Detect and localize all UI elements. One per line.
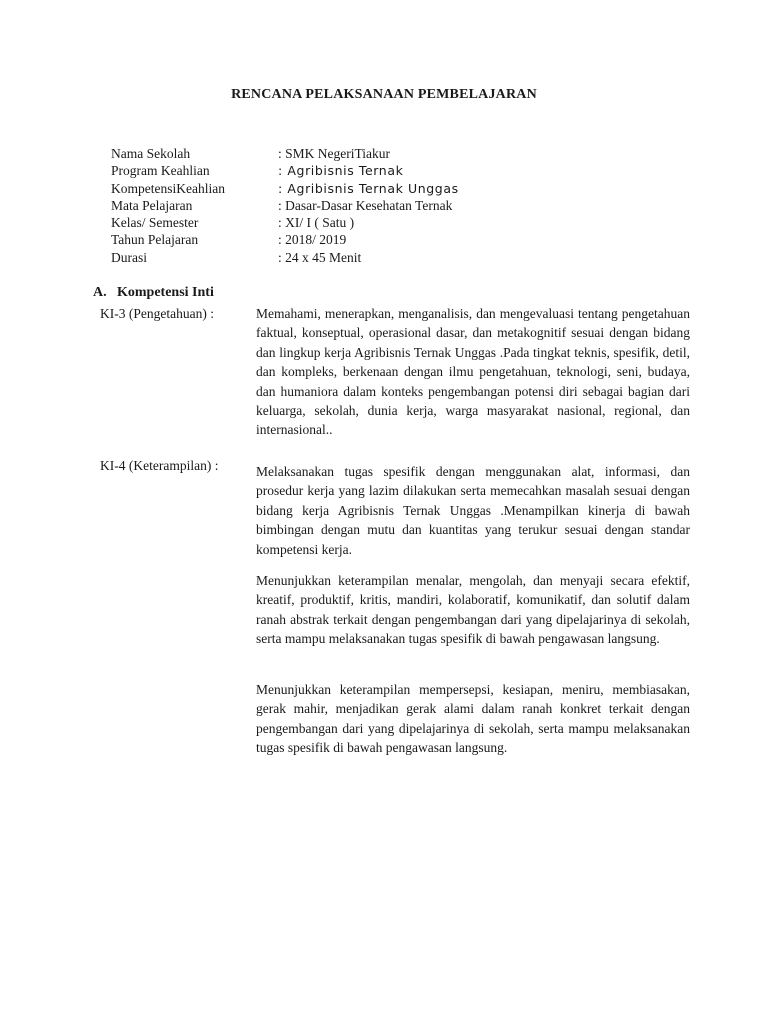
info-row-school-name: [111, 145, 611, 162]
ki3-paragraph: Memahami, menerapkan, menganalisis, dan mengevaluasi tentang pengetahuan faktual, konseptual, operasional dasar, dan metakognitif sesuai dengan bidang dan lingkup kerja Agribisnis Ternak Unggas .Pada tingkat teknis, spesifik, detil, dan kompleks, berkenaan dengan ilmu pengetahuan, teknologi, seni, budaya, dan humaniora dalam konteks pengembangan potensi diri sebagai bagian dari keluarga, sekolah, dunia kerja, warga masyarakat nasional, regional, dan internasional..: [256, 306, 690, 438]
info-row-subject: [111, 197, 611, 214]
info-value: : XI/ I ( Satu ): [278, 215, 355, 231]
info-value: : Dasar-Dasar Kesehatan Ternak: [278, 197, 453, 213]
ki3-description: [256, 304, 690, 440]
info-value: : Agribisnis Ternak: [278, 163, 404, 179]
document-title: RENCANA PELAKSANAAN PEMBELAJARAN: [231, 87, 537, 102]
info-label: Program Keahlian: [111, 163, 210, 179]
ki4-paragraph: Melaksanakan tugas spesifik dengan menggunakan alat, informasi, dan prosedur kerja yang lazim dilakukan serta memecahkan masalah sesuai dengan bidang kerja Agribisnis Ternak Unggas .Menampilkan kinerja di bawah bimbingan dengan mutu dan kuantitas yang terukur sesuai dengan standar kompetensi kerja.: [256, 464, 690, 557]
info-row-class-semester: [111, 214, 611, 231]
info-label: Kelas/ Semester: [111, 215, 199, 231]
ki4-paragraph: Menunjukkan keterampilan menalar, mengolah, dan menyaji secara efektif, kreatif, produktif, kritis, mandiri, kolaboratif, komunikatif, dan solutif dalam ranah abstrak terkait dengan pengembangan dari yang dipelajarinya di sekolah, serta mampu melaksanakan tugas spesifik di bawah pengawasan langsung.: [256, 573, 690, 647]
info-row-competency: [111, 180, 611, 197]
info-label: Mata Pelajaran: [111, 197, 193, 213]
ki3-label: KI-3 (Pengetahuan) :: [100, 306, 214, 321]
info-label: Durasi: [111, 249, 147, 265]
info-label: KompetensiKeahlian: [111, 180, 225, 196]
info-value: : 24 x 45 Menit: [278, 249, 362, 265]
info-value: : 2018/ 2019: [278, 232, 347, 248]
info-value: : Agribisnis Ternak Unggas: [278, 180, 459, 196]
school-info-table: [111, 145, 611, 266]
info-row-academic-year: [111, 231, 611, 248]
ki4-paragraph: Menunjukkan keterampilan mempersepsi, kesiapan, meniru, membiasakan, gerak mahir, menjadikan gerak alami dalam ranah konkret terkait dengan pengembangan dari yang dipelajarinya di sekolah, serta mampu melaksanakan tugas spesifik di bawah pengawasan langsung.: [256, 682, 690, 756]
section-letter: A.: [93, 285, 107, 300]
info-label: Nama Sekolah: [111, 146, 191, 161]
ki4-label: KI-4 (Keterampilan) :: [100, 458, 219, 473]
info-row-program: [111, 162, 611, 179]
ki4-paragraph-1-block: [256, 462, 690, 559]
info-value: : SMK NegeriTiakur: [278, 146, 391, 161]
info-row-duration: [111, 249, 611, 266]
section-title: Kompetensi Inti: [117, 285, 214, 300]
ki4-paragraph-3-block: [256, 680, 690, 758]
section-heading-core-competency: [93, 285, 214, 301]
info-label: Tahun Pelajaran: [111, 232, 199, 248]
ki4-paragraph-2-block: [256, 571, 690, 649]
